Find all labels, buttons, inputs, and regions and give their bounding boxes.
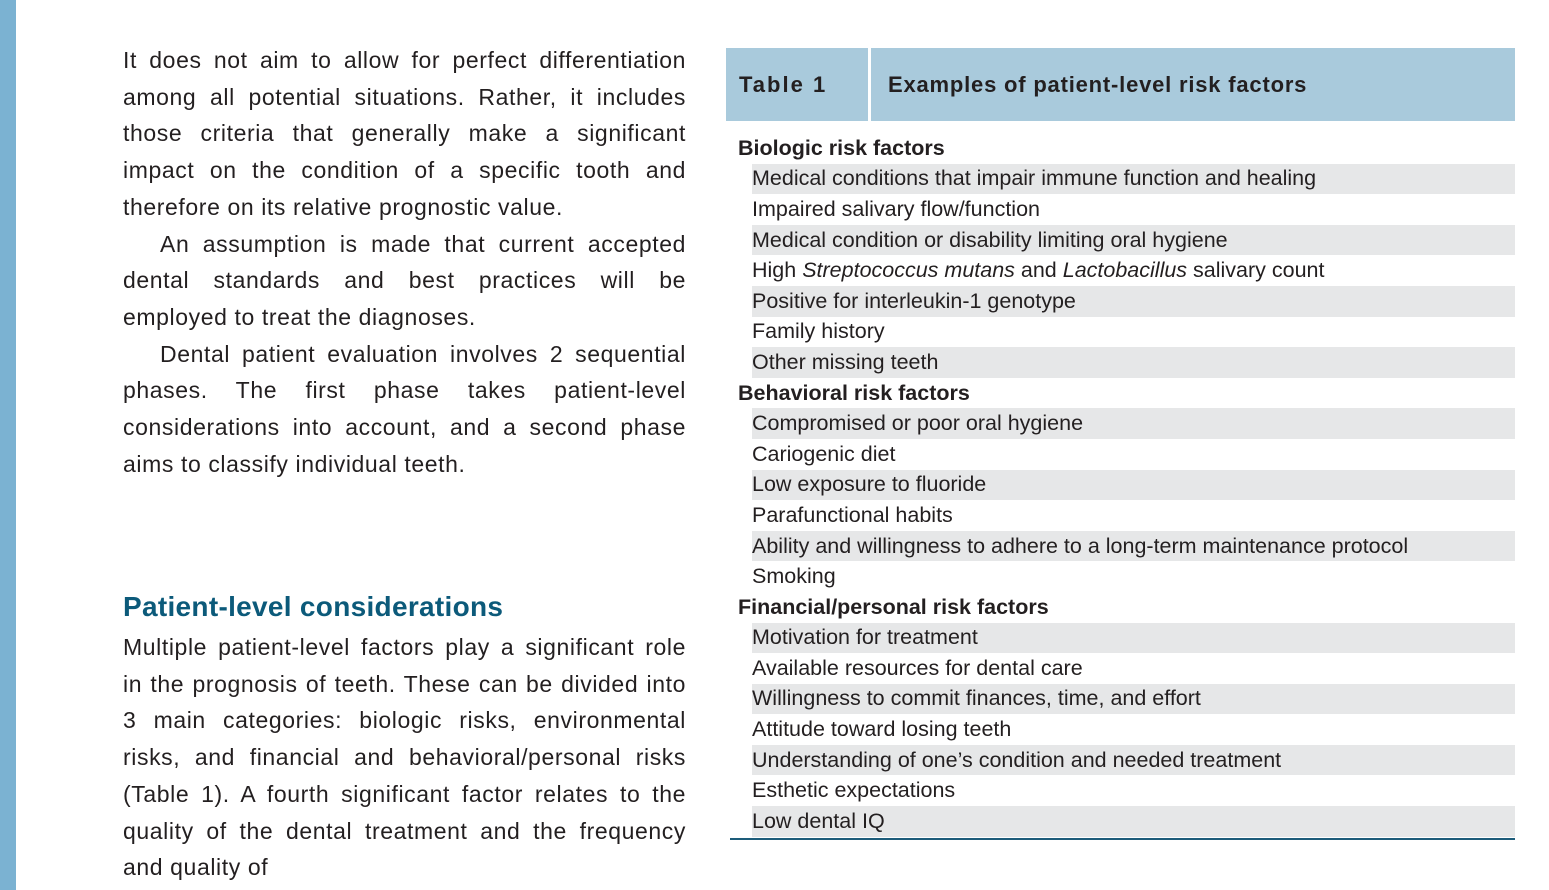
table-category-heading: Behavioral risk factors <box>738 380 970 405</box>
paragraph-2: An assumption is made that current accepted dental standards and best practices will be employed to treat the diagnoses. <box>123 230 686 330</box>
table-row-text: Willingness to commit finances, time, and effort <box>752 686 1201 711</box>
table-row-text: Other missing teeth <box>752 349 939 374</box>
table-row <box>752 684 1515 715</box>
table-row <box>752 164 1515 195</box>
page-edge-bar <box>0 0 16 890</box>
table-category-heading: Financial/personal risk factors <box>738 594 1049 619</box>
table-row <box>752 775 1515 806</box>
table-row <box>752 225 1515 256</box>
table-row-text: Available resources for dental care <box>752 655 1083 680</box>
table-row-text: Medical conditions that impair immune function and healing <box>752 166 1317 191</box>
paragraph-4: Multiple patient-level factors play a significant role in the prognosis of teeth. These can be divided into 3 main categories: biologic risks, environmental risks, and financial and behavioral/personal risks (Table 1). A fourth significant factor relates to the quality of the dental treatment and the frequency and quality of <box>123 634 686 881</box>
table-row-text: Low dental IQ <box>752 808 885 833</box>
table-row <box>752 531 1515 562</box>
table-header <box>726 48 1515 121</box>
table-row <box>752 653 1515 684</box>
table-row <box>752 561 1515 592</box>
table-row-text: Family history <box>752 319 885 344</box>
table-row <box>752 714 1515 745</box>
table-row-text: Medical condition or disability limiting oral hygiene <box>752 227 1228 252</box>
paragraph-1: It does not aim to allow for perfect differentiation among all potential situations. Rather, it includes those criteria that generally make a significant impact on the condition of a specific tooth and therefore on its relative prognostic value. <box>123 47 686 220</box>
paragraph-3: Dental patient evaluation involves 2 sequential phases. The first phase takes patient-level considerations into account, and a second phase aims to classify individual teeth. <box>123 340 686 477</box>
table-row-text: Understanding of one’s condition and needed treatment <box>752 747 1282 772</box>
table-row <box>752 623 1515 654</box>
table-row-text: Parafunctional habits <box>752 502 953 527</box>
table-row <box>752 317 1515 348</box>
section-heading: Patient-level considerations <box>123 591 504 622</box>
table-row-text: Cariogenic diet <box>752 441 896 466</box>
table-row-text: Low exposure to fluoride <box>752 472 987 497</box>
table-number: Table 1 <box>726 48 871 121</box>
table-category-heading: Biologic risk factors <box>738 136 945 160</box>
table-row <box>752 194 1515 225</box>
table-row-text: Ability and willingness to adhere to a long-term maintenance protocol <box>752 533 1409 558</box>
risk-factors-table <box>726 48 1515 833</box>
table-row <box>752 745 1515 776</box>
table-row <box>752 286 1515 317</box>
table-title: Examples of patient-level risk factors <box>888 71 1308 97</box>
table-row-text: Attitude toward losing teeth <box>752 717 1012 742</box>
body-text-column <box>123 42 686 881</box>
table-row <box>752 439 1515 470</box>
table-row <box>752 347 1515 378</box>
table-row-text: Motivation for treatment <box>752 625 978 650</box>
table-row <box>752 408 1515 439</box>
table-row-text: Positive for interleukin-1 genotype <box>752 288 1076 313</box>
table-row <box>752 806 1515 837</box>
table-row <box>752 255 1515 286</box>
table-row-text: Esthetic expectations <box>752 778 956 803</box>
table-body <box>726 133 1515 839</box>
table-bottom-rule <box>730 838 1515 840</box>
table-row-text: Impaired salivary flow/function <box>752 196 1040 221</box>
table-row <box>752 470 1515 501</box>
table-row <box>752 500 1515 531</box>
table-row-text: High Streptococcus mutans and Lactobacillus salivary count <box>752 258 1325 283</box>
table-row-text: Smoking <box>752 564 836 589</box>
table-row-text: Compromised or poor oral hygiene <box>752 411 1084 436</box>
